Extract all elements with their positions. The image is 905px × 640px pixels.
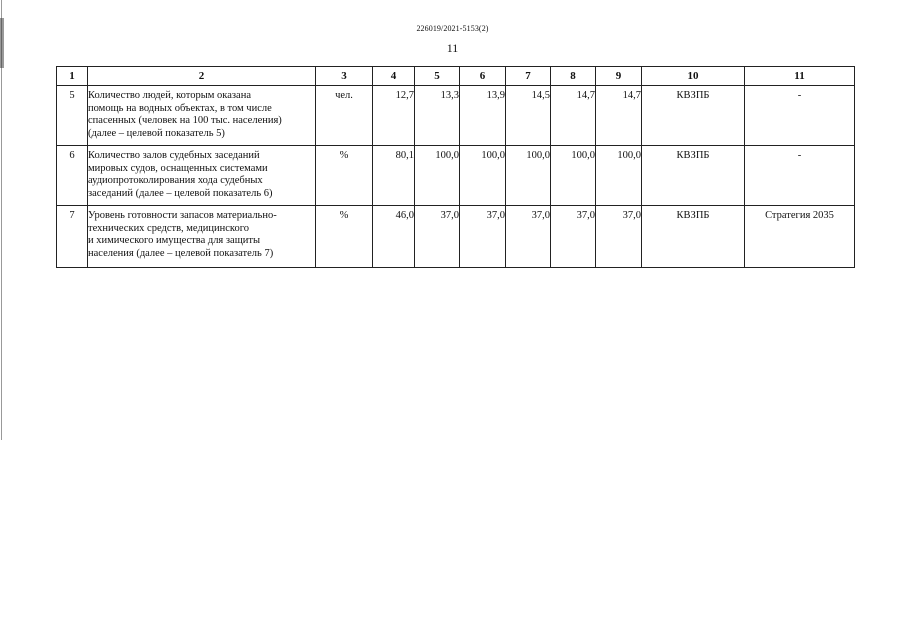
column-header: 9 [596,67,642,86]
value-cell: 100,0 [596,146,642,206]
responsible-cell: КВЗПБ [642,86,745,146]
indicator-name-line: населения (далее – целевой показатель 7) [88,247,274,259]
value-cell: 14,5 [506,86,551,146]
column-header: 5 [415,67,460,86]
indicator-name-line: заседаний (далее – целевой показатель 6) [88,187,273,199]
value-cell: 37,0 [506,206,551,268]
value-cell: 80,1 [373,146,415,206]
source-cell: Стратегия 2035 [745,206,855,268]
value-cell: 100,0 [551,146,596,206]
column-header: 1 [57,67,88,86]
value-cell: 37,0 [596,206,642,268]
indicator-name-line: и химического имущества для защиты [88,235,261,246]
source-cell: - [745,86,855,146]
value-cell: 100,0 [506,146,551,206]
unit-cell: % [316,146,373,206]
unit-cell: % [316,206,373,268]
column-header: 10 [642,67,745,86]
value-cell: 46,0 [373,206,415,268]
value-cell: 13,9 [460,86,506,146]
column-header: 8 [551,67,596,86]
indicator-name [88,146,316,206]
source-cell: - [745,146,855,206]
value-cell: 100,0 [415,146,460,206]
indicator-name-line: мировых судов, оснащенных системами [88,162,268,174]
column-header: 4 [373,67,415,86]
table-row [57,86,855,146]
indicator-name-line: (далее – целевой показатель 5) [88,127,225,139]
value-cell: 37,0 [460,206,506,268]
value-cell: 14,7 [551,86,596,146]
indicator-name-line: Уровень готовности запасов материально- [88,210,277,221]
indicator-name-line: Количество залов судебных заседаний [88,150,260,161]
column-header: 2 [88,67,316,86]
value-cell: 37,0 [551,206,596,268]
document-number: 226019/2021-5153(2) [416,24,489,33]
responsible-cell: КВЗПБ [642,206,745,268]
value-cell: 12,7 [373,86,415,146]
table-row [57,146,855,206]
column-header: 11 [745,67,855,86]
indicator-name-line: Количество людей, которым оказана [88,90,251,101]
unit-cell: чел. [316,86,373,146]
value-cell: 14,7 [596,86,642,146]
value-cell: 37,0 [415,206,460,268]
indicator-name [88,206,316,268]
value-cell: 13,3 [415,86,460,146]
indicator-name-line: технических средств, медицинского [88,222,250,234]
column-header: 3 [316,67,373,86]
value-cell: 100,0 [460,146,506,206]
row-number: 7 [57,206,88,268]
table-header-row [57,67,855,86]
indicator-name-line: помощь на водных объектах, в том числе [88,102,272,114]
indicator-name-line: аудиопротоколирования хода судебных [88,175,263,186]
indicator-name [88,86,316,146]
page-number: 11 [446,41,459,55]
indicators-table [56,66,855,268]
responsible-cell: КВЗПБ [642,146,745,206]
column-header: 7 [506,67,551,86]
row-number: 5 [57,86,88,146]
column-header: 6 [460,67,506,86]
indicator-name-line: спасенных (человек на 100 тыс. населения) [88,115,282,126]
row-number: 6 [57,146,88,206]
table-row [57,206,855,268]
